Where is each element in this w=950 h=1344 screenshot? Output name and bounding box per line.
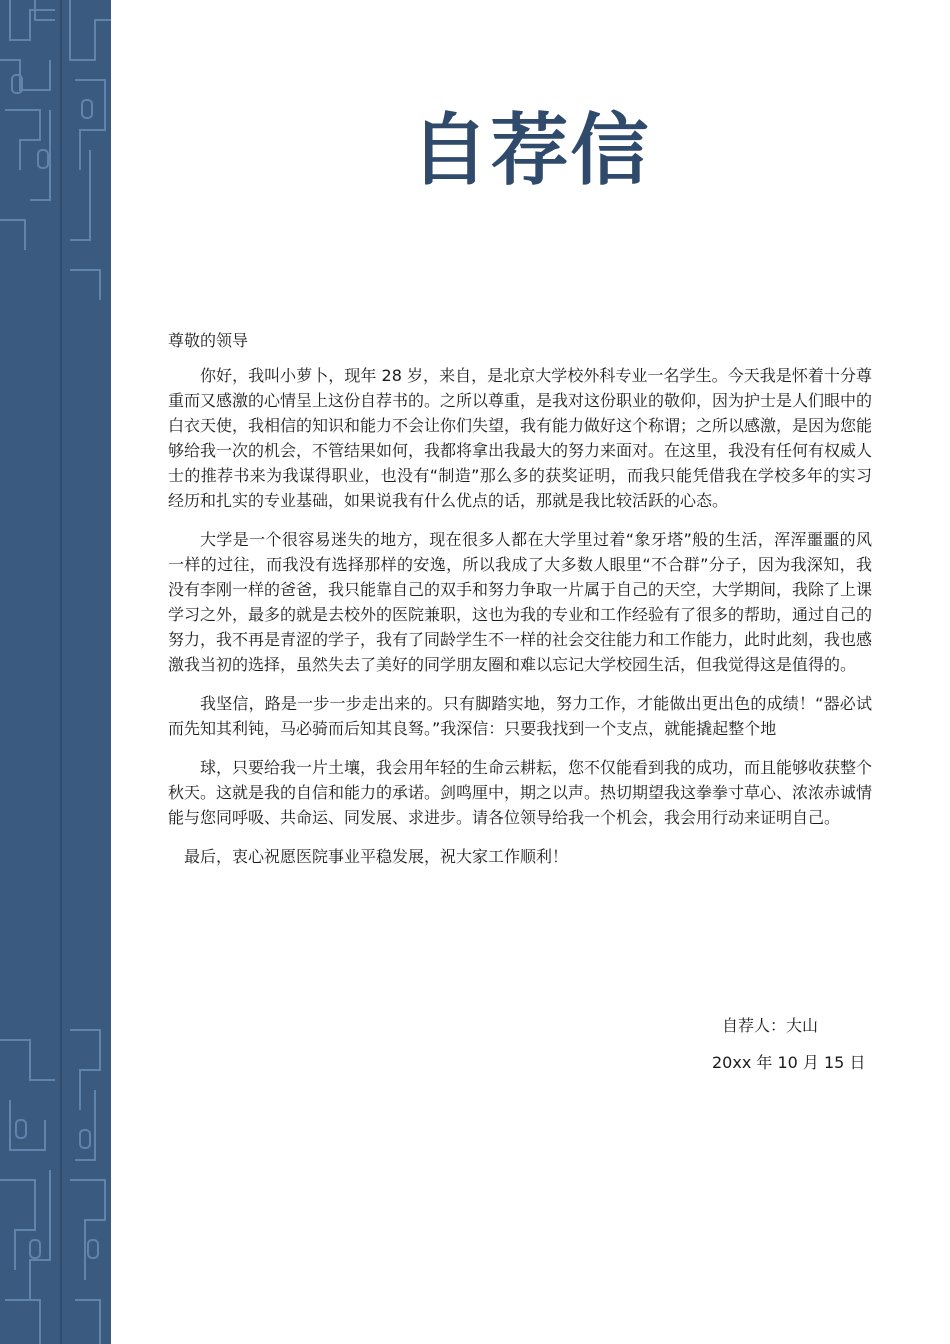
paragraph-4: 球，只要给我一片土壤，我会用年轻的生命云耕耘，您不仅能看到我的成功，而且能够收获整个秋天。这就是我的自信和能力的承诺。剑鸣厘中，期之以声。热切期望我这拳拳寸草心、浓浓赤诚情能与您同呼吸、共命运、同发展、求进步。请各位领导给我一个机会，我会用行动来证明自己。 [168,758,873,827]
circuit-pattern-icon [0,0,111,1344]
closing-line: 最后，衷心祝愿医院事业平稳发展，祝大家工作顺利！ [184,847,569,866]
page-title: 自荐信 [410,106,651,196]
salutation: 尊敬的领导 [168,331,249,350]
paragraph-1: 你好，我叫小萝卜，现年 28 岁，来自，是北京大学校外科专业一名学生。今天我是怀着十分尊重而又感激的心情呈上这份自荐书的。之所以尊重，是我对这份职业的敬仰，因为护士是人们眼中的白衣天使，我相信的知识和能力不会让你们失望，我有能力做好这个称谓；之所以感激，是因为您能够给我一次的机会，不管结果如何，我都将拿出我最大的努力来面对。在这里，我没有任何有权威人士的推荐书来为我谋得职业，也没有“制造”那么多的获奖证明，而我只能凭借我在学校多年的实习经历和扎实的专业基础，如果说我有什么优点的话，那就是我比较活跃的心态。 [168,366,873,510]
signature: 自荐人：大山 [722,1016,819,1035]
paragraph-2: 大学是一个很容易迷失的地方，现在很多人都在大学里过着“象牙塔”般的生活，浑浑噩噩的风一样的过往，而我没有选择那样的安逸，所以我成了大多数人眼里“不合群”分子，因为我深知，我没有李刚一样的爸爸，我只能靠自己的双手和努力争取一片属于自己的天空，大学期间，我除了上课学习之外，最多的就是去校外的医院兼职，这也为我的专业和工作经验有了很多的帮助，通过自己的努力，我不再是青涩的学子，我有了同龄学生不一样的社会交往能力和工作能力，此时此刻，我也感激我当初的选择，虽然失去了美好的同学朋友圈和难以忘记大学校园生活，但我觉得这是值得的。 [168,530,873,674]
sidebar-divider [60,0,62,1344]
letter-body [168,328,872,869]
paragraph-3: 我坚信，路是一步一步走出来的。只有脚踏实地，努力工作，才能做出更出色的成绩！“器必试而先知其利钝，马必骑而后知其良驽。”我深信：只要我找到一个支点，就能撬起整个地 [168,694,872,738]
decorative-sidebar [0,0,111,1344]
date: 20xx 年 10 月 15 日 [712,1053,866,1072]
